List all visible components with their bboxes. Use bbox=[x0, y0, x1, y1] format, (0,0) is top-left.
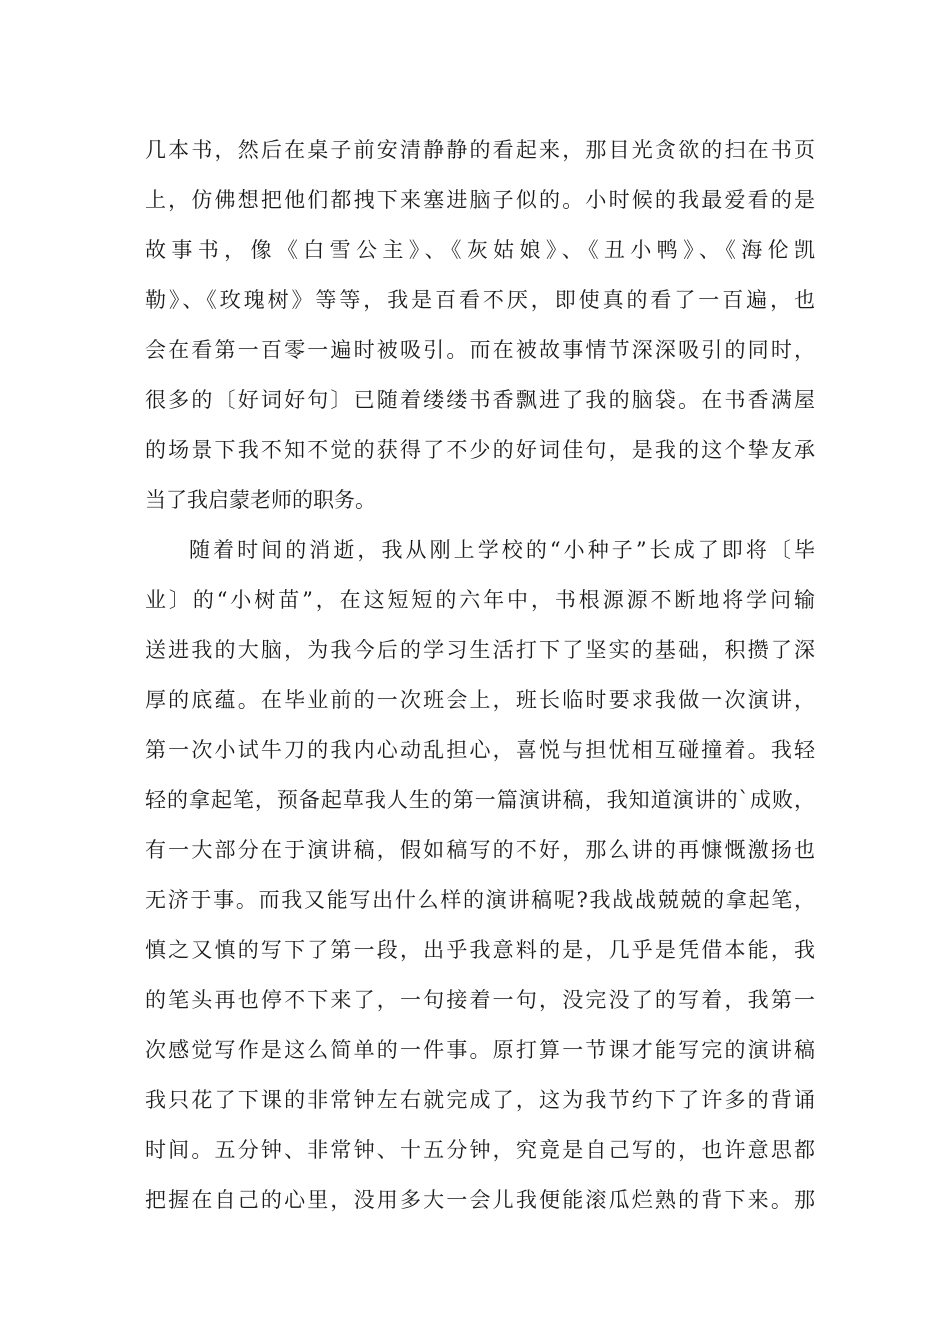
paragraph-line: 上，仿佛想把他们都拽下来塞进脑子似的。小时候的我最爱看的是 bbox=[145, 188, 815, 212]
paragraph-line: 勒》、《玫瑰树》等等，我是百看不厌，即使真的看了一百遍，也 bbox=[145, 288, 815, 312]
paragraph-line: 的笔头再也停不下来了，一句接着一句，没完没了的写着，我第一 bbox=[145, 988, 815, 1012]
paragraph-line: 当了我启蒙老师的职务。 bbox=[145, 488, 376, 512]
paragraph-line: 第一次小试牛刀的我内心动乱担心，喜悦与担忧相互碰撞着。我轻 bbox=[145, 738, 815, 762]
paragraph-first-line: 随着时间的消逝，我从刚上学校的“小种子”长成了即将〔毕 bbox=[189, 538, 815, 562]
paragraph-line: 轻的拿起笔，预备起草我人生的第一篇演讲稿，我知道演讲的`成败， bbox=[145, 788, 815, 812]
paragraph-line: 把握在自己的心里，没用多大一会儿我便能滚瓜烂熟的背下来。那 bbox=[145, 1188, 815, 1212]
paragraph-line: 故事书，像《白雪公主》、《灰姑娘》、《丑小鸭》、《海伦凯 bbox=[145, 238, 815, 262]
paragraph-line: 几本书，然后在桌子前安清静静的看起来，那目光贪欲的扫在书页 bbox=[145, 138, 815, 162]
paragraph-line: 次感觉写作是这么简单的一件事。原打算一节课才能写完的演讲稿 bbox=[145, 1038, 815, 1062]
paragraph-line: 厚的底蕴。在毕业前的一次班会上，班长临时要求我做一次演讲， bbox=[145, 688, 815, 712]
paragraph-line: 的场景下我不知不觉的获得了不少的好词佳句，是我的这个挚友承 bbox=[145, 438, 815, 462]
paragraph-line: 很多的〔好词好句〕已随着缕缕书香飘进了我的脑袋。在书香满屋 bbox=[145, 388, 815, 412]
paragraph-line: 时间。五分钟、非常钟、十五分钟，究竟是自己写的，也许意思都 bbox=[145, 1138, 815, 1162]
paragraph-line: 有一大部分在于演讲稿，假如稿写的不好，那么讲的再慷慨激扬也 bbox=[145, 838, 815, 862]
paragraph-line: 无济于事。而我又能写出什么样的演讲稿呢?我战战兢兢的拿起笔， bbox=[145, 888, 815, 912]
paragraph-line: 送进我的大脑，为我今后的学习生活打下了坚实的基础，积攒了深 bbox=[145, 638, 815, 662]
paragraph-line: 会在看第一百零一遍时被吸引。而在被故事情节深深吸引的同时， bbox=[145, 338, 815, 362]
paragraph-line: 慎之又慎的写下了第一段，出乎我意料的是，几乎是凭借本能，我 bbox=[145, 938, 815, 962]
paragraph-line: 我只花了下课的非常钟左右就完成了，这为我节约下了许多的背诵 bbox=[145, 1088, 815, 1112]
paragraph-line: 业〕的“小树苗”，在这短短的六年中，书根源源不断地将学问输 bbox=[145, 588, 815, 612]
